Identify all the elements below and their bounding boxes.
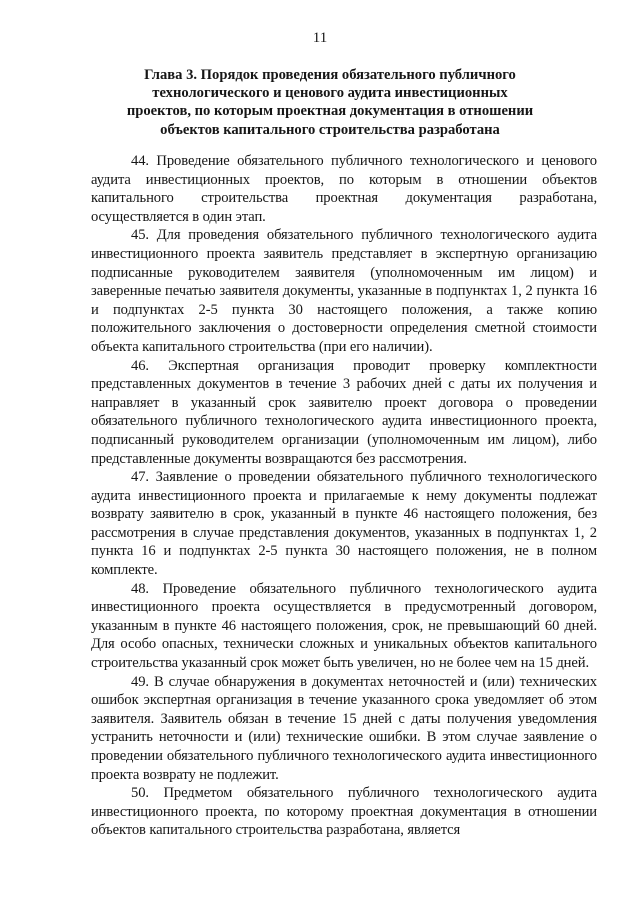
chapter-title: Глава 3. Порядок проведения обязательного публичного технологического и ценового аудита инвестиционных проектов, по которым проектная документация в отношении объектов капитального строительства разработана	[126, 67, 534, 138]
paragraph-45: 45. Для проведения обязательного публичного технологического аудита инвестиционного проекта заявитель представляет в экспертную организацию подписанные руководителем заявителя (уполномоченным им лицом) и заверенные печатью заявителя документы, указанные в подпунктах 1, 2 пункта 16 и подпунктах 2-5 пункта 30 настоящего положения, а также копию положительного заключения о достоверности определения сметной стоимости объекта капитального строительства (при его наличии).	[91, 227, 597, 355]
paragraph-47: 47. Заявление о проведении обязательного публичного технологического аудита инвестиционного проекта и прилагаемые к нему документы подлежат возврату заявителю в срок, указанный в пункте 46 настоящего положения, без рассмотрения в случае представления документов, указанных в подпунктах 1, 2 пункта 16 и подпунктах 2-5 пункта 30 настоящего положения, не в полном комплекте.	[91, 469, 597, 579]
paragraph-46: 46. Экспертная организация проводит проверку комплектности представленных документов в течение 3 рабочих дней с даты их получения и направляет в указанный срок заявителю проект договора о проведении обязательного публичного технологического аудита инвестиционного проекта, подписанный руководителем организации (уполномоченным им лицом), либо представленные документы возвращаются без рассмотрения.	[91, 357, 597, 467]
paragraph-50: 50. Предметом обязательного публичного технологического аудита инвестиционного проекта, по которому проектная документация в отношении объектов капитального строительства разработана, является	[91, 785, 597, 839]
paragraph-49: 49. В случае обнаружения в документах неточностей и (или) технических ошибок экспертная организация в течение указанного срока уведомляет об этом заявителя. Заявитель обязан в течение 15 дней с даты получения уведомления устранить неточности и (или) технические ошибки. В этом случае заявление о проведении обязательного публичного технологического аудита инвестиционного проекта возврату не подлежит.	[91, 673, 597, 783]
paragraph-44: 44. Проведение обязательного публичного технологического и ценового аудита инвестиционных проектов, по которым в отношении объектов капитального строительства проектная документация разработана, осуществляется в один этап.	[91, 153, 597, 225]
page-number: 11	[312, 30, 328, 46]
body-text	[91, 152, 597, 840]
paragraph-48: 48. Проведение обязательного публичного технологического аудита инвестиционного проекта осуществляется в предусмотренный договором, указанным в пункте 46 настоящего положения, срок, не превышающий 60 дней. Для особо опасных, технически сложных и уникальных объектов капитального строительства указанный срок может быть увеличен, но не более чем на 15 дней.	[91, 580, 597, 672]
